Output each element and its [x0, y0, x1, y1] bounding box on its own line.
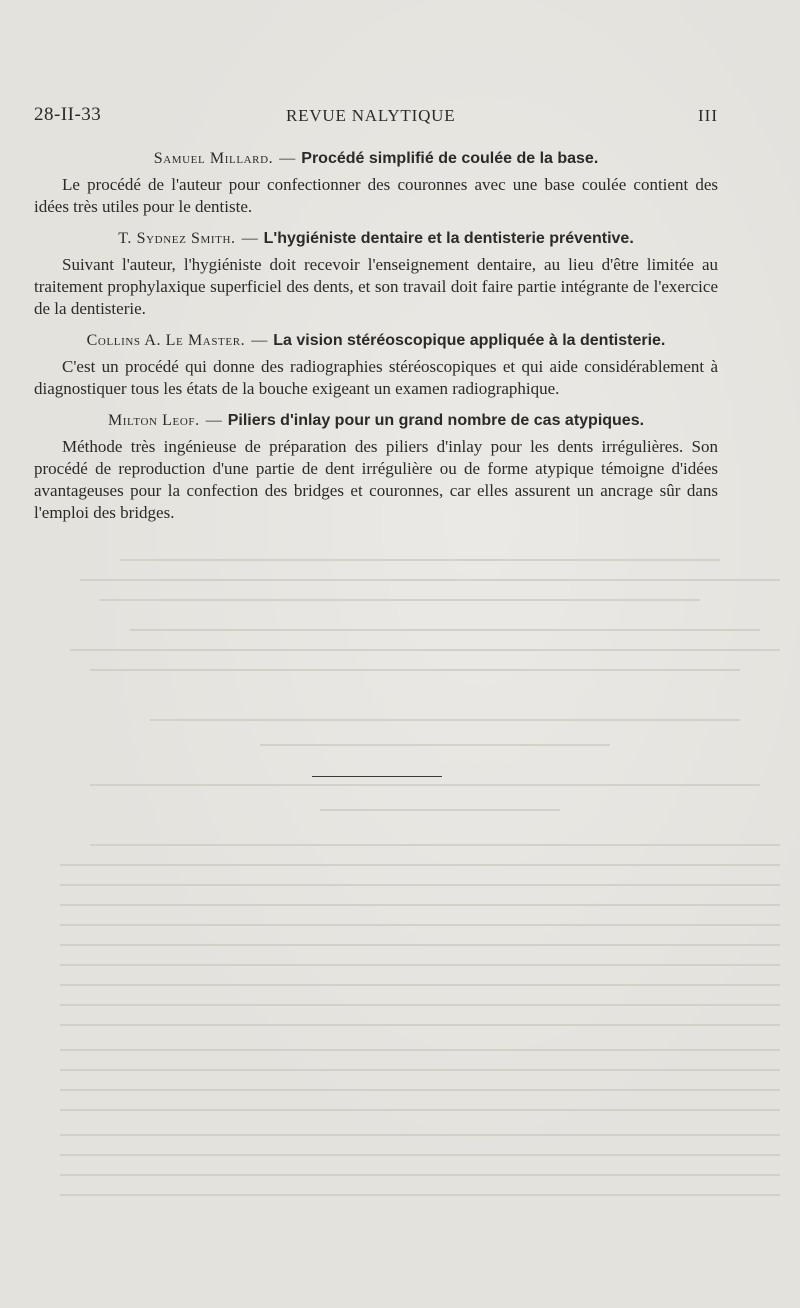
entry-author: Milton Leof.: [107, 412, 200, 429]
entry-body: C'est un procédé qui donne des radiographies stéréoscopiques et qui aide considérablement à diagnostiquer tous les états de la bouche exigeant un examen radiographique.: [34, 357, 718, 398]
entry-heading: [34, 410, 718, 432]
heading-dash: —: [241, 230, 258, 247]
entry-title: Piliers d'inlay pour un grand nombre de cas atypiques.: [227, 412, 645, 429]
entry-author: Samuel Millard.: [153, 150, 274, 167]
entry-heading: [34, 330, 718, 352]
abstract-entry: [34, 330, 718, 400]
abstract-entry: [34, 410, 718, 524]
entry-author: T. Sydnez Smith.: [118, 230, 236, 247]
running-header: [34, 104, 718, 132]
entry-title: Procédé simplifié de coulée de la base.: [301, 150, 599, 167]
entry-body: Suivant l'auteur, l'hygiéniste doit recevoir l'enseignement dentaire, au lieu d'être limitée au traitement prophylaxique superficiel des dents, et son travail doit faire partie intégrante de l'exercice de la dentisterie.: [34, 255, 718, 318]
header-page-number: III: [698, 106, 718, 125]
abstract-entry: [34, 148, 718, 218]
header-journal-title: REVUE NALYTIQUE: [286, 106, 456, 125]
heading-dash: —: [251, 332, 268, 349]
entry-body: Méthode très ingénieuse de préparation des piliers d'inlay pour les dents irrégulières. Son procédé de reproduction d'une partie de dent irrégulière ou de forme atypique témoigne d'idées avantageuses pour la confection des bridges et couronnes, car elles assurent un ancrage sûr dans l'emploi des bridges.: [34, 437, 718, 522]
section-end-rule: [312, 776, 442, 777]
entry-heading: [34, 148, 718, 170]
abstract-entry: [34, 228, 718, 320]
article-list: [34, 148, 718, 534]
entry-title: L'hygiéniste dentaire et la dentisterie préventive.: [263, 230, 634, 247]
header-date: 28-II-33: [34, 104, 102, 125]
heading-dash: —: [279, 150, 296, 167]
entry-title: La vision stéréoscopique appliquée à la dentisterie.: [273, 332, 666, 349]
entry-author: Collins A. Le Master.: [86, 332, 246, 349]
entry-heading: [34, 228, 718, 250]
heading-dash: —: [205, 412, 222, 429]
entry-body: Le procédé de l'auteur pour confectionner des couronnes avec une base coulée contient des idées très utiles pour le dentiste.: [34, 175, 718, 216]
